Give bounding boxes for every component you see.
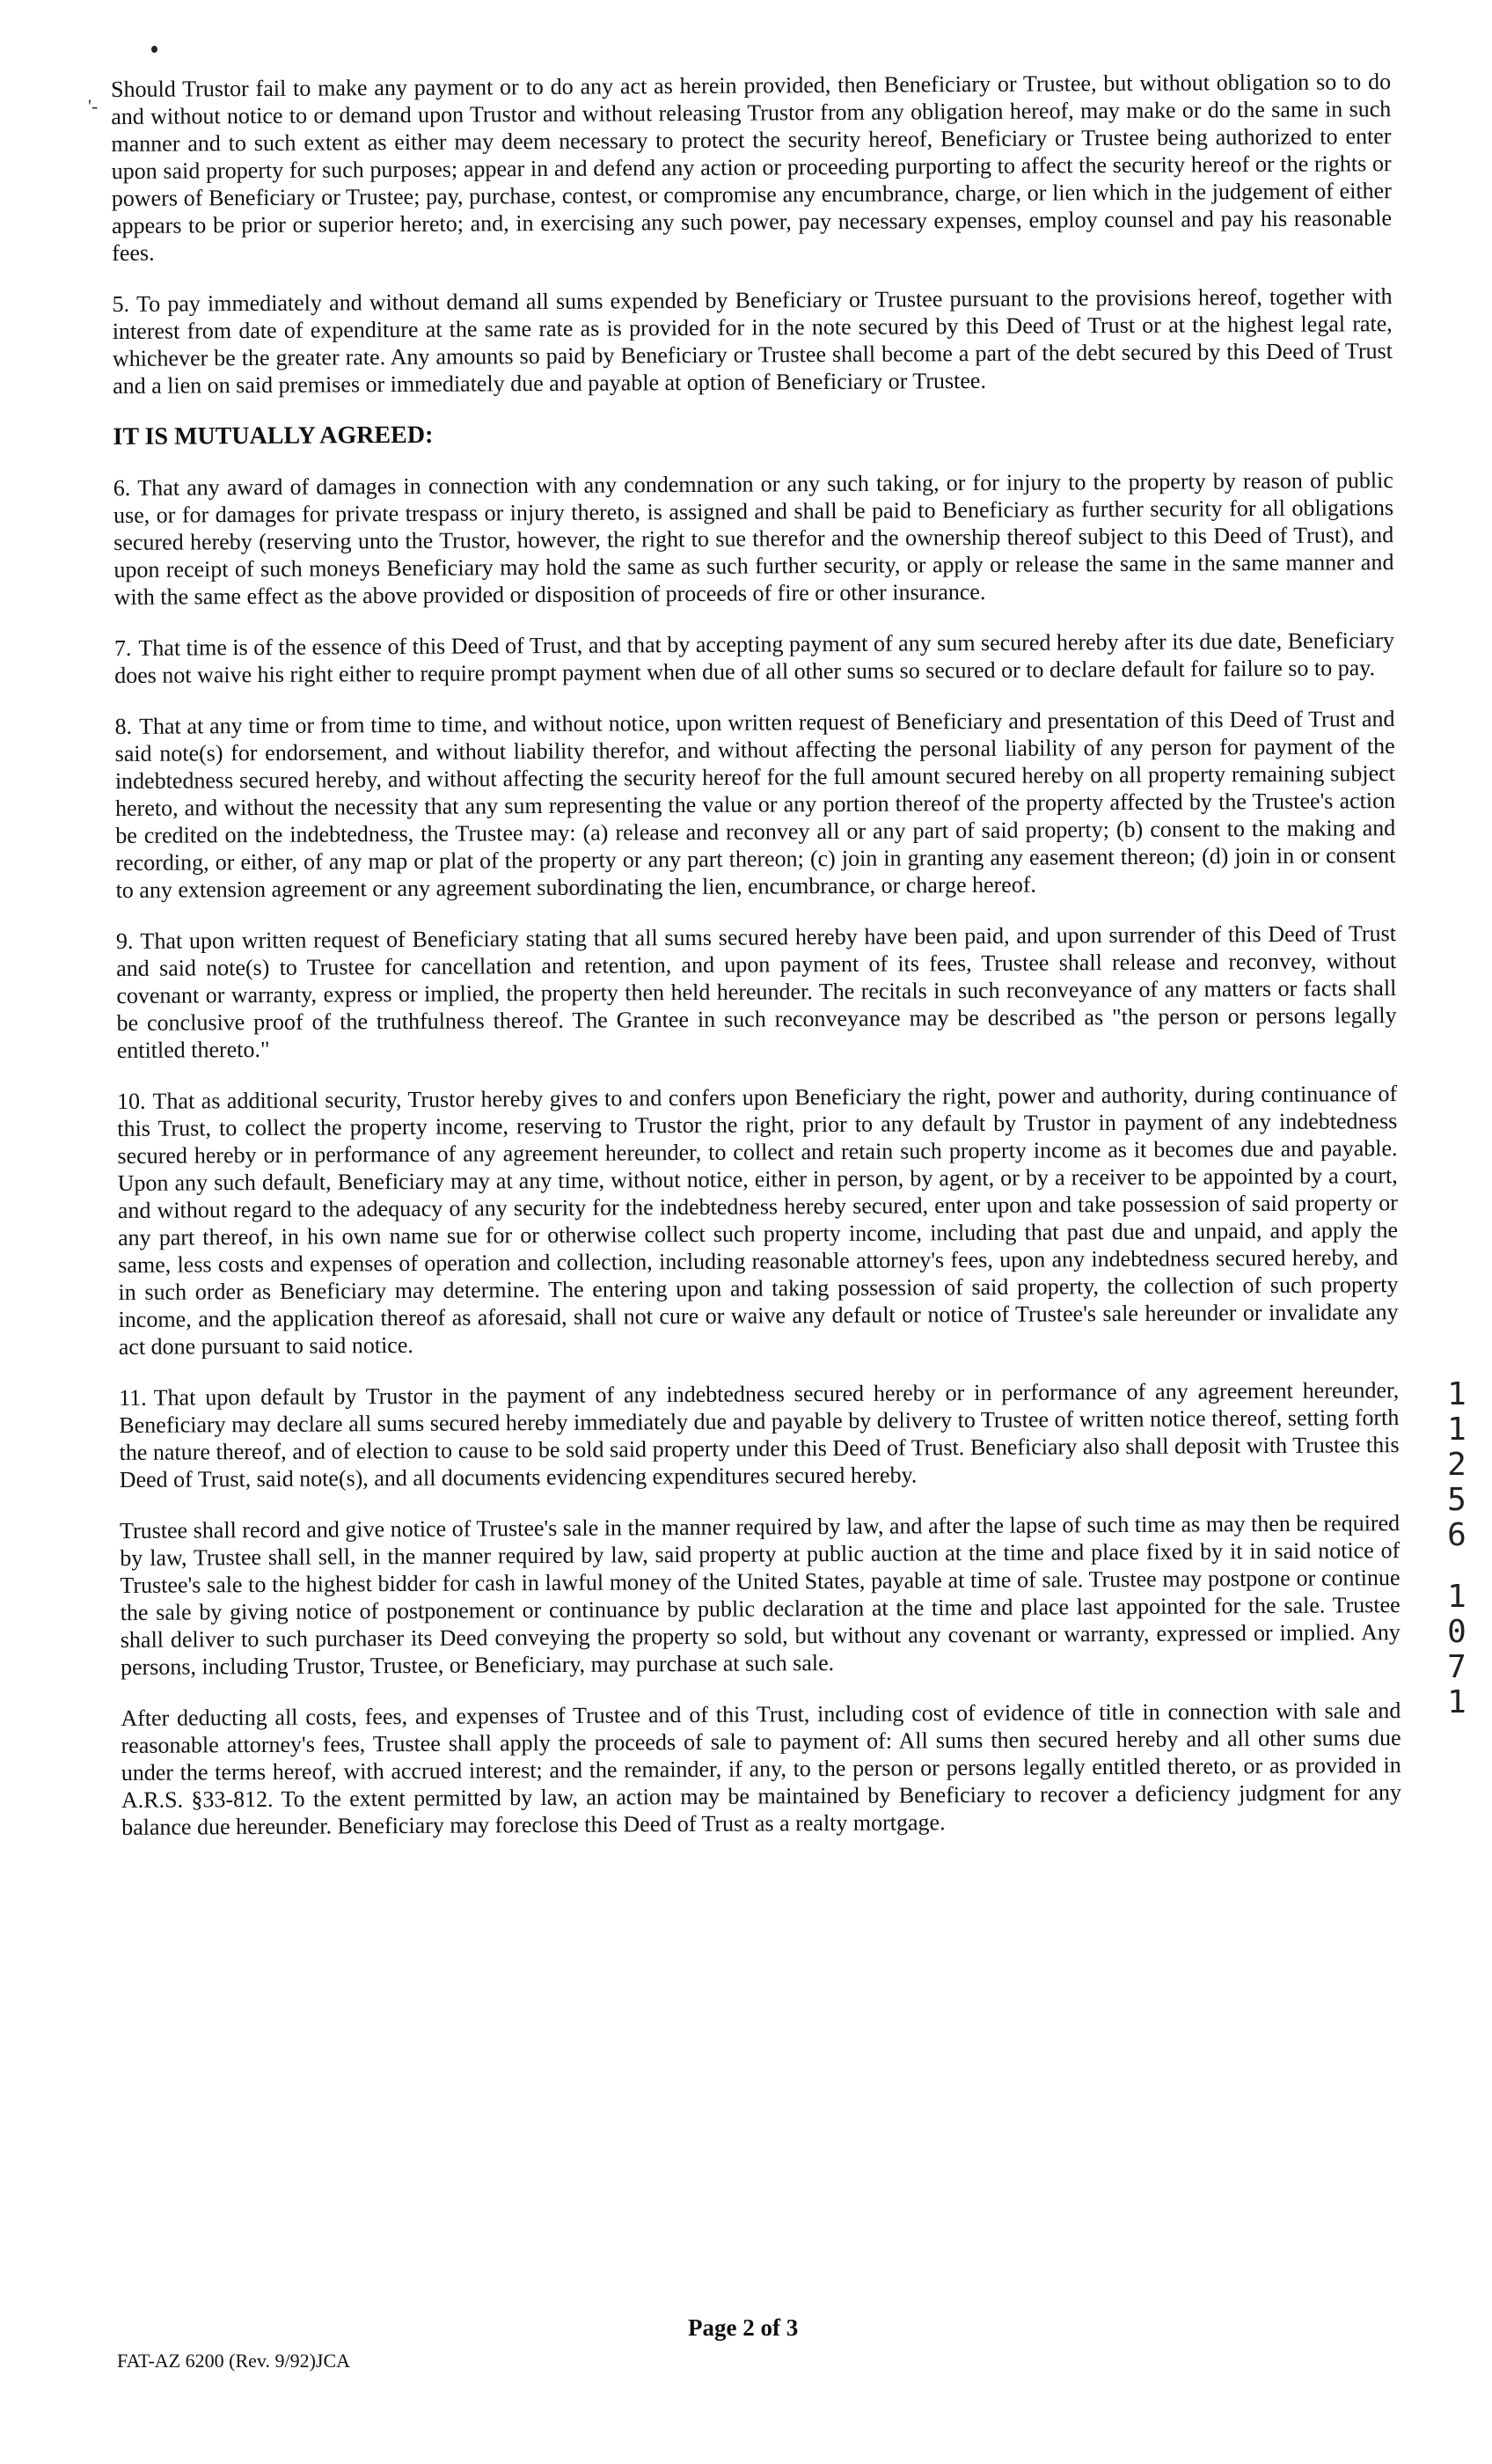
paragraph-9 bbox=[116, 920, 1397, 1064]
stamp-digit: 6 bbox=[1447, 1517, 1466, 1553]
paragraph-text: That as additional security, Trustor hereby gives to and confers upon Beneficiary the right, power and authority, during continuance of this Trust, to collect the property income, reserving to Trustor the right, prior to any default by Trustor in payment of any indebtedness secured hereby or in performance of any agreement hereunder, to collect and retain such property income as it becomes due and payable. Upon any such default, Beneficiary may at any time, without notice, either in person, by agent, or by a receiver to be appointed by a court, and without regard to the adequacy of any security for the indebtedness hereby secured, enter upon and take possession of said property or any part thereof, in his own name sue for or otherwise collect such property income, including that past due and unpaid, and apply the same, less costs and expenses of operation and collection, including reasonable attorney's fees, upon any indebtedness secured hereby, and in such order as Beneficiary may determine. The entering upon and taking possession of said property, the collection of such property income, and the application thereof as aforesaid, shall not cure or waive any default or notice of Trustee's sale hereunder or invalidate any act done pursuant to said notice. bbox=[117, 1081, 1399, 1360]
paragraph-number: 6. bbox=[113, 474, 131, 501]
margin-mark: '- bbox=[88, 95, 99, 117]
paragraph-number: 8. bbox=[114, 713, 133, 739]
paragraph-8 bbox=[114, 705, 1395, 904]
paragraph-number: 10. bbox=[117, 1088, 146, 1114]
paragraph-6 bbox=[113, 466, 1394, 611]
document-body bbox=[111, 68, 1401, 1865]
paragraph-text: Trustee shall record and give notice of Trustee's sale in the manner required by law, and after the lapse of such time as may then be required by law, Trustee shall sell, in the manner required by law, said property at public auction at the time and place fixed by it in said notice of Trustee's sale to the highest bidder for cash in lawful money of the United States, payable at time of sale. Trustee may postpone or continue the sale by giving notice of postponement or continuance by public declaration at the time and place last appointed for the sale. Trustee shall deliver to such purchaser its Deed conveying the property so sold, but without any covenant or warranty, expressed or implied. Any persons, including Trustor, Trustee, or Beneficiary, may purchase at such sale. bbox=[120, 1510, 1401, 1680]
paragraph-text: To pay immediately and without demand all sums expended by Beneficiary or Trustee pursuant to the provisions hereof, together with interest from date of expenditure at the same rate as is provided for in the note secured by this Deed of Trust or at the highest legal rate, whichever be the greater rate. Any amounts so paid by Beneficiary or Trustee shall become a part of the debt secured by this Deed of Trust and a lien on said premises or immediately due and payable at option of Beneficiary or Trustee. bbox=[112, 283, 1393, 399]
paragraph-text: Should Trustor fail to make any payment or to do any act as herein provided, then Beneficiary or Trustee, but without obligation so to do and without notice to or demand upon Trustor and without releasing Trustor from any obligation hereof, may make or do the same in such manner and to such extent as either may deem necessary to protect the security hereof, Beneficiary or Trustee being authorized to enter upon said property for such purposes; appear in and defend any action or proceeding purporting to affect the security hereof or the rights or powers of Beneficiary or Trustee; pay, purchase, contest, or compromise any encumbrance, charge, or lien which in the judgement of either appears to be prior or superior hereto; and, in exercising any such power, pay necessary expenses, employ counsel and pay his reasonable fees. bbox=[111, 69, 1393, 266]
stamp-digit: 1 bbox=[1447, 1684, 1466, 1720]
form-code: FAT-AZ 6200 (Rev. 9/92)JCA bbox=[117, 2350, 351, 2372]
recording-number-stamp bbox=[1439, 1377, 1474, 1720]
stamp-digit: 7 bbox=[1447, 1649, 1466, 1685]
stamp-digit: 1 bbox=[1447, 1579, 1466, 1615]
paragraph-trustee-sale bbox=[120, 1509, 1401, 1681]
stamp-gap bbox=[1439, 1553, 1474, 1580]
stamp-digit: 1 bbox=[1447, 1412, 1466, 1448]
page-number: Page 2 of 3 bbox=[688, 2314, 799, 2341]
paragraph-text: That time is of the essence of this Deed of Trust, and that by accepting payment of any sum secured hereby after its due date, Beneficiary does not waive his right either to require prompt payment when due of all other sums so secured or to declare default for failure so to pay. bbox=[114, 627, 1395, 688]
paragraph-10 bbox=[117, 1080, 1399, 1360]
stamp-digit: 5 bbox=[1447, 1482, 1466, 1518]
paragraph-text: That upon default by Trustor in the payment of any indebtedness secured hereby or in performance of any agreement hereunder, Beneficiary may declare all sums secured hereby immediately due and payable by delivery to Trustee of written notice thereof, setting forth the nature thereof, and of election to cause to be sold said property under this Deed of Trust. Beneficiary also shall deposit with Trustee this Deed of Trust, said note(s), and all documents evidencing expenditures secured hereby. bbox=[119, 1377, 1400, 1492]
paragraph-trustor-failure bbox=[111, 68, 1392, 267]
paragraph-number: 5. bbox=[112, 290, 130, 317]
paragraph-5 bbox=[112, 282, 1393, 400]
scan-speck bbox=[151, 46, 157, 53]
paragraph-7 bbox=[114, 627, 1394, 689]
paragraph-number: 7. bbox=[113, 634, 132, 661]
paragraph-text: After deducting all costs, fees, and expenses of Trustee and of this Trust, including cost of evidence of title in connection with sale and reasonable attorney's fees, Trustee shall apply the proceeds of sale to payment of: All sums then secured hereby and all other sums due under the terms hereof, with accrued interest; and the remainder, if any, to the person or persons legally entitled thereto, or as provided in A.R.S. §33-812. To the extent permitted by law, an action may be maintained by Beneficiary to recover a deficiency judgment for any balance due hereunder. Beneficiary may foreclose this Deed of Trust as a realty mortgage. bbox=[121, 1698, 1402, 1840]
paragraph-11 bbox=[119, 1376, 1400, 1493]
paragraph-text: That any award of damages in connection with any condemnation or any such taking, or for injury to the property by reason of public use, or for damages for private trespass or injury thereto, is assigned and shall be paid to Beneficiary as further security for all obligations secured hereby (reserving unto the Trustor, however, the right to sue therefor and the ownership thereof subject to this Deed of Trust), and upon receipt of such moneys Beneficiary may hold the same as such further security, or apply or release the same in the same manner and with the same effect as the above provided or disposition of proceeds of fire or other insurance. bbox=[113, 467, 1394, 610]
paragraph-text: That at any time or from time to time, and without notice, upon written request of Beneficiary and presentation of this Deed of Trust and said note(s) for endorsement, and without liability therefor, and without affecting the personal liability of any person for payment of the indebtedness secured hereby, and without affecting the security hereof for the full amount secured hereby on all property remaining subject hereto, and without the necessity that any sum representing the value or any portion thereof of the property affected by the Trustee's action be credited on the indebtedness, the Trustee may: (a) release and reconvey all or any part of said property; (b) consent to the making and recording, or either, of any map or plat of the property or any part thereon; (c) join in granting any easement thereon; (d) join in or consent to any extension agreement or any agreement subordinating the lien, encumbrance, or charge hereof. bbox=[114, 706, 1396, 903]
paragraph-text: That upon written request of Beneficiary stating that all sums secured hereby have been paid, and upon surrender of this Deed of Trust and said note(s) to Trustee for cancellation and retention, and upon payment of its fees, Trustee shall release and reconvey, without covenant or warranty, express or implied, the property then held hereunder. The recitals in such reconveyance of any matters or facts shall be conclusive proof of the truthfulness thereof. The Grantee in such reconveyance may be described as "the person or persons legally entitled thereto." bbox=[116, 920, 1397, 1063]
paragraph-number: 9. bbox=[115, 928, 134, 954]
stamp-digit: 2 bbox=[1447, 1447, 1466, 1483]
stamp-digit: 0 bbox=[1447, 1614, 1466, 1650]
paragraph-number: 11. bbox=[119, 1384, 147, 1411]
stamp-digit: 1 bbox=[1447, 1376, 1466, 1412]
paragraph-proceeds bbox=[121, 1697, 1401, 1841]
section-heading: IT IS MUTUALLY AGREED: bbox=[113, 421, 434, 451]
